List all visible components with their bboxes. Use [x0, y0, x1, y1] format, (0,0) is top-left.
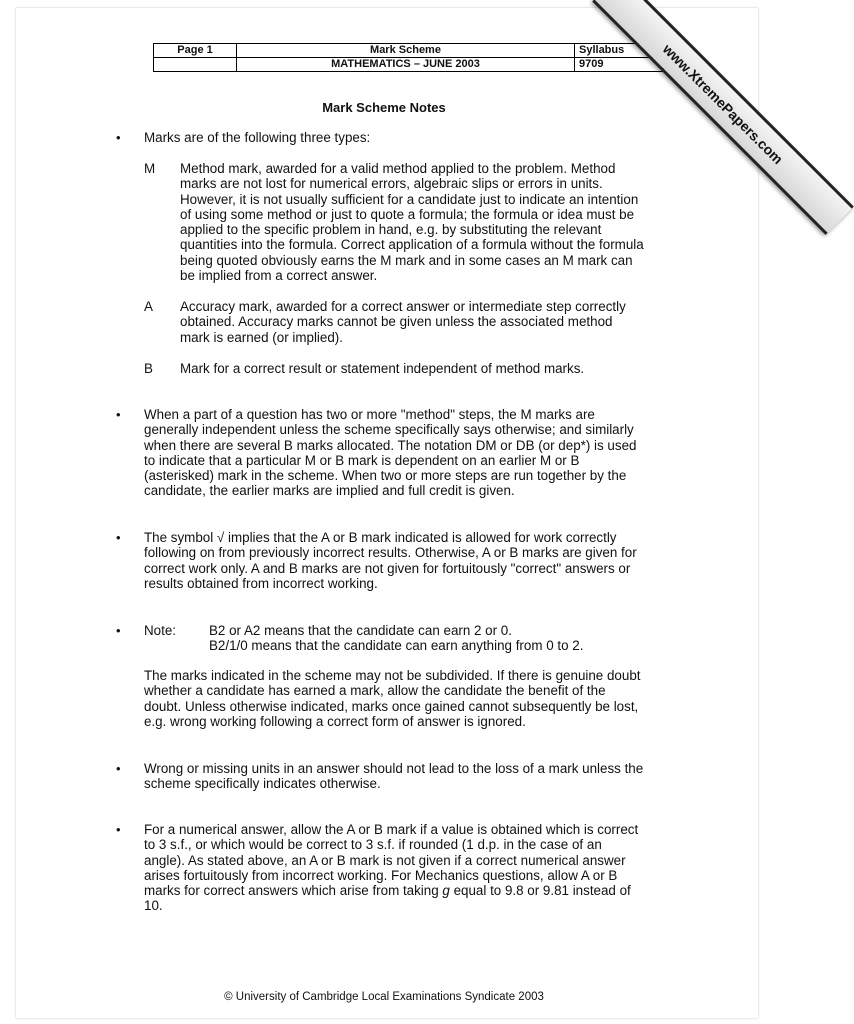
symbol-paragraph [144, 530, 684, 591]
text-line: be implied from a correct answer. [180, 268, 378, 284]
bullet-icon: • [116, 530, 121, 545]
text-line: obtained. Accuracy marks cannot be given unless the associated method [180, 314, 613, 330]
text-line: being quoted obviously earns the M mark and in some cases an M mark can [180, 252, 633, 268]
bullet-icon: • [116, 761, 121, 776]
bullet-icon: • [116, 130, 121, 145]
text-line: marks are not lost for numerical errors, algebraic slips or errors in units. [180, 176, 603, 192]
dependent-marks-paragraph [144, 407, 684, 499]
text-line: whether a candidate has earned a mark, allow the candidate the benefit of the [144, 683, 606, 699]
text-fragment: marks for correct answers which arise from taking [144, 883, 443, 899]
text-line: (asterisked) mark in the scheme. When two or more steps are run together by the [144, 468, 627, 484]
m-description [180, 161, 700, 283]
bullet-icon: • [116, 623, 121, 638]
a-letter: A [144, 299, 153, 314]
text-line: The marks indicated in the scheme may not be subdivided. If there is genuine doubt [144, 668, 641, 683]
text-line: The symbol √ implies that the A or B mark indicated is allowed for work correctly [144, 530, 617, 545]
m-letter: M [144, 161, 156, 176]
text-line: e.g. wrong working following a correct form of answer is ignored. [144, 713, 526, 729]
header-doc-title: Mark Scheme [237, 44, 575, 58]
text-line: Accuracy mark, awarded for a correct answer or intermediate step correctly [180, 299, 626, 314]
note-line-1: B2 or A2 means that the candidate can earn 2 or 0. [209, 623, 512, 638]
text-line: Wrong or missing units in an answer should not lead to the loss of a mark unless the [144, 761, 644, 776]
page-title: Mark Scheme Notes [322, 100, 446, 115]
text-line: quantities into the formula. Correct application of a formula without the formula [180, 237, 644, 253]
header-empty-cell [154, 58, 237, 72]
text-line: For a numerical answer, allow the A or B mark if a value is obtained which is correct [144, 822, 639, 837]
text-line: to 3 s.f., or which would be correct to 3 s.f. if rounded (1 d.p. in the case of an [144, 837, 602, 853]
units-paragraph [144, 761, 684, 792]
text-line: When a part of a question has two or more "method" steps, the M marks are [144, 407, 595, 422]
ribbon-text: www.XtremePapers.com [592, 0, 854, 235]
text-line: results obtained from incorrect working. [144, 575, 378, 591]
text-line: 10. [144, 898, 163, 914]
text-line: candidate, the earlier marks are implied and full credit is given. [144, 483, 515, 499]
text-line: mark is earned (or implied). [180, 329, 343, 345]
text-line: arises fortuitously from incorrect working. For Mechanics questions, allow A or B [144, 867, 618, 883]
text-line: to indicate that a particular M or B mark is dependent on an earlier M or B [144, 452, 580, 468]
numerical-paragraph [144, 822, 684, 914]
text-line: correct work only. A and B marks are not given for fortuitously "correct" answers or [144, 560, 631, 576]
g-variable: g [442, 883, 450, 899]
text-line: of using some method or just to quote a formula; the formula or idea must be [180, 206, 635, 222]
text-line: applied to the specific problem in hand, e.g. by substituting the relevant [180, 222, 602, 238]
note-line-2: B2/1/0 means that the candidate can earn anything from 0 to 2. [209, 638, 584, 653]
bullet-icon: • [116, 822, 121, 837]
a-description [180, 299, 700, 345]
text-line: Method mark, awarded for a valid method applied to the problem. Method [180, 161, 616, 176]
text-line [144, 883, 684, 898]
b-description: Mark for a correct result or statement independent of method marks. [180, 361, 585, 376]
text-line: doubt. Unless otherwise indicated, marks once gained cannot subsequently be lost, [144, 698, 639, 714]
bullet-icon: • [116, 407, 121, 422]
text-fragment: equal to 9.8 or 9.81 instead of [449, 883, 631, 899]
header-syllabus-code: 9709 [575, 58, 664, 72]
header-subject: MATHEMATICS – JUNE 2003 [237, 58, 575, 72]
text-line: However, it is not usually sufficient for a candidate just to indicate an intention [180, 191, 639, 207]
subdivide-paragraph [144, 668, 684, 729]
header-syllabus-label: Syllabus [575, 44, 664, 58]
text-line: when there are several B marks allocated. The notation DM or DB (or dep*) is used [144, 437, 637, 453]
text-line: generally independent unless the scheme specifically says otherwise; and similarly [144, 422, 634, 438]
page-footer: © University of Cambridge Local Examinations Syndicate 2003 [224, 991, 544, 1003]
text-line: scheme specifically indicates otherwise. [144, 776, 381, 792]
text-line: angle). As stated above, an A or B mark is not given if a correct numerical answer [144, 852, 626, 868]
b-letter: B [144, 361, 153, 376]
types-intro: Marks are of the following three types: [144, 130, 371, 145]
note-label: Note: [144, 623, 177, 638]
text-line: following on from previously incorrect results. Otherwise, A or B marks are given for [144, 545, 637, 561]
header-page-label: Page 1 [154, 44, 237, 58]
